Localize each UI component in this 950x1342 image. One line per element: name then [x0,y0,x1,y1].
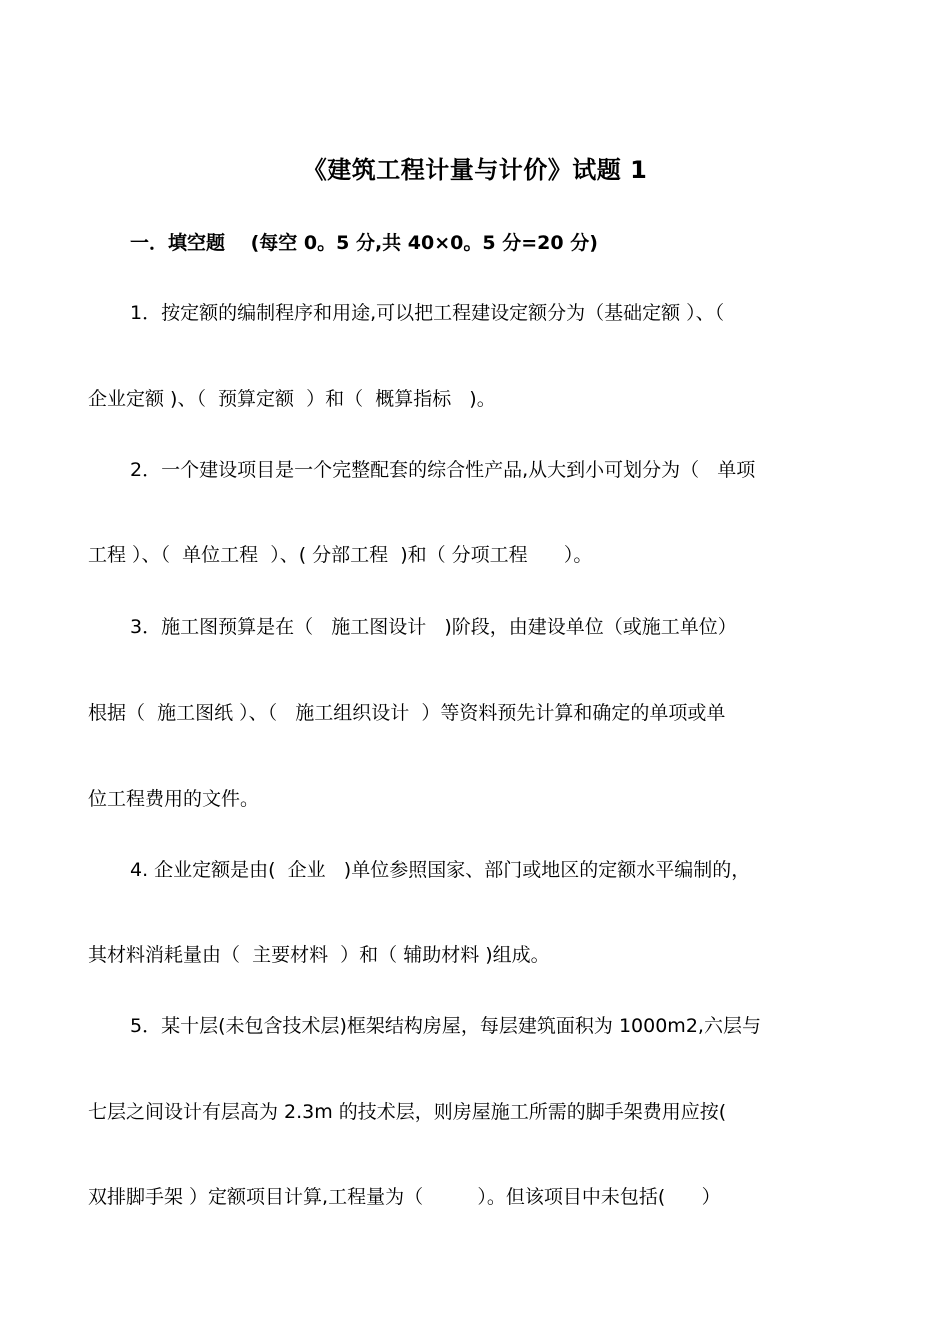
section-heading: 一．填空题 (每空 0。5 分,共 40×0。5 分=20 分) [130,232,598,254]
question-5-line-1: 5．某十层(未包含技术层)框架结构房屋，每层建筑面积为 1000m2,六层与 [130,1015,761,1037]
question-5-line-3: 双排脚手架 ）定额项目计算,工程量为（ ）。但该项目中未包括( ） [88,1186,721,1208]
question-2-line-2: 工程 ）、（ 单位工程 ）、( 分部工程 )和（ 分项工程 ）。 [88,544,593,566]
question-4-line-1: 4. 企业定额是由( 企业 )单位参照国家、部门或地区的定额水平编制的， [130,859,751,881]
question-3-line-2: 根据（ 施工图纸 ）、（ 施工组织设计 ）等资料预先计算和确定的单项或单 [88,702,726,724]
question-4-line-2: 其材料消耗量由（ 主要材料 ）和（ 辅助材料 )组成。 [88,944,550,966]
document-title: 《建筑工程计量与计价》试题 1 [302,156,648,184]
question-1-line-2: 企业定额 )、（ 预算定额 ）和（ 概算指标 )。 [88,388,496,410]
question-2-line-1: 2．一个建设项目是一个完整配套的综合性产品,从大到小可划分为（ 单项 [130,459,756,481]
question-3-line-1: 3．施工图预算是在（ 施工图设计 )阶段，由建设单位（或施工单位） [130,616,737,638]
question-5-line-2: 七层之间设计有层高为 2.3m 的技术层，则房屋施工所需的脚手架费用应按( [88,1101,727,1123]
question-1-line-1: 1．按定额的编制程序和用途,可以把工程建设定额分为（基础定额 ）、（ [130,302,725,324]
question-3-line-3: 位工程费用的文件。 [88,788,260,810]
